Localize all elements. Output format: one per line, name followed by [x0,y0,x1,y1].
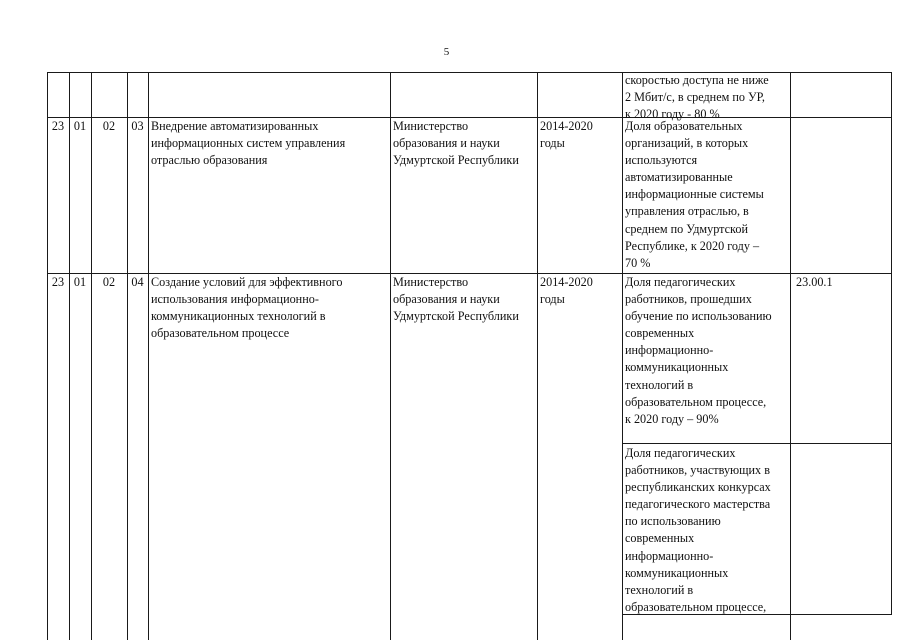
period: 2014-2020 годы [540,119,593,151]
code-program: 23 [51,119,65,133]
indicator: Доля педагогических работников, прошедших обучение по использованию современных информационно- коммуникационных технологий в образовательном процессе, к 2020 году – 90% [625,275,772,426]
period: 2014-2020 годы [540,275,593,307]
column-divider [537,72,538,640]
page-number: 5 [443,46,450,58]
code-main-activity: 02 [102,275,116,289]
column-divider [91,72,92,640]
code-program: 23 [51,275,65,289]
column-divider [127,72,128,640]
code-subprogram: 01 [73,275,87,289]
activity-name: Внедрение автоматизированных информационных систем управления отраслью образования [151,119,346,168]
column-divider [790,72,791,640]
code-main-activity: 02 [102,119,116,133]
executor: Министерство образования и науки Удмуртской Республики [393,119,519,168]
indicator-continuation: скоростью доступа не ниже 2 Мбит/с, в среднем по УР, к 2020 году - 80 % [625,73,769,122]
table-border-left [47,72,48,640]
indicator: Доля образовательных организаций, в которых используются автоматизированные информационные системы управления отраслью, в среднем по Удмуртской Республике, к 2020 году – 70 % [625,119,764,270]
column-divider [622,72,623,640]
executor: Министерство образования и науки Удмуртской Республики [393,275,519,324]
column-divider [69,72,70,640]
column-divider [390,72,391,640]
code-activity: 04 [131,275,144,289]
table-border-right [891,72,892,615]
code-subprogram: 01 [73,119,87,133]
indicator-divider [622,443,892,444]
indicator: Доля педагогических работников, участвующих в республиканских конкурсах педагогического мастерства по использованию современных информационно- коммуникационных технологий в образовательном процессе, [625,446,771,614]
activity-name: Создание условий для эффективного использования информационно- коммуникационных технологий в образовательном процессе [151,275,343,341]
indicator-link: 23.00.1 [796,275,833,289]
column-divider [148,72,149,640]
code-activity: 03 [131,119,144,133]
